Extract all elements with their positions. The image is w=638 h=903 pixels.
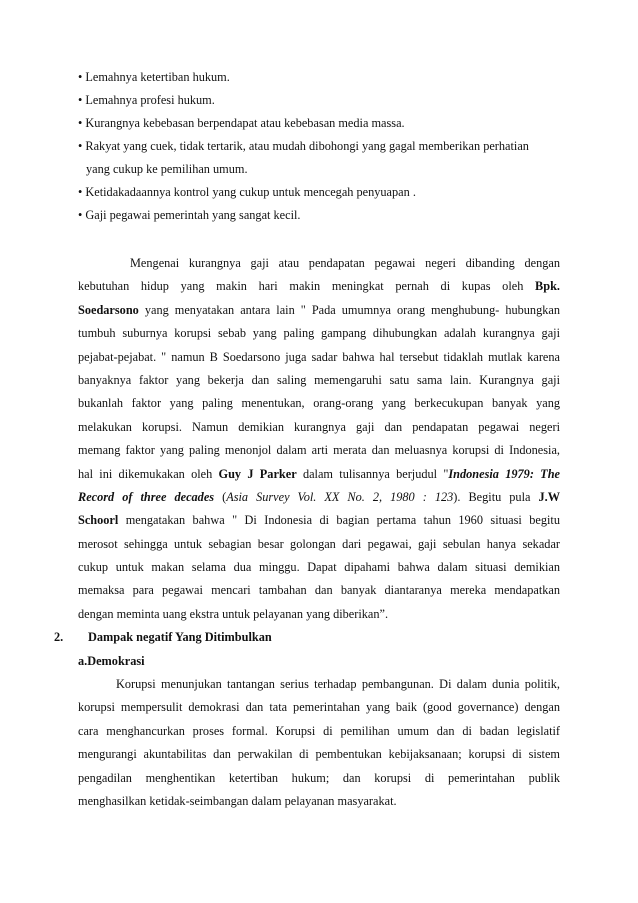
bullet-item: • Lemahnya ketertiban hukum. bbox=[78, 70, 230, 84]
paragraph-line: banyaknya faktor yang bekerja dan saling memengaruhi satu sama lain. Kurangnya gaji bbox=[78, 372, 560, 387]
section-number: 2. bbox=[54, 630, 64, 644]
author-name-bold: Guy J Parker bbox=[218, 466, 297, 481]
paragraph-line bbox=[78, 275, 560, 298]
paragraph-democracy bbox=[78, 673, 560, 813]
author-name-bold: J.W bbox=[538, 489, 561, 504]
paragraph-line: Korupsi menunjukan tantangan serius terhadap pembangunan. Di dalam dunia politik, bbox=[116, 677, 560, 691]
paragraph-line: melakukan korupsi. Namun demikian kurangnya gaji dan pendapatan pegawai negeri bbox=[78, 419, 560, 434]
article-title: Record of three decades bbox=[78, 489, 215, 504]
paragraph-salary bbox=[78, 252, 560, 626]
bullet-item-continuation: yang cukup ke pemilihan umum. bbox=[86, 162, 248, 176]
line-text: ). Begitu pula bbox=[453, 489, 539, 504]
paragraph-line: dengan meminta uang ekstra untuk pelayanan yang diberikan”. bbox=[78, 606, 389, 621]
line-text: mengatakan bahwa " Di Indonesia di bagian pertama tahun 1960 situasi begitu bbox=[118, 513, 560, 528]
paragraph-line: mengurangi akuntabilitas dan perwakilan di pembentukan kebijaksanaan; korupsi di sistem bbox=[78, 747, 560, 762]
citation-source: Asia Survey Vol. XX No. 2, 1980 : 123 bbox=[226, 489, 454, 504]
paragraph-line bbox=[78, 509, 560, 532]
article-title: Indonesia 1979: The bbox=[448, 466, 560, 481]
paragraph-line: tumbuh suburnya korupsi sebab yang paling gampang dihubungkan adalah kurangnya gaji bbox=[78, 326, 560, 341]
paragraph-line: bukanlah faktor yang paling menentukan, orang-orang yang berkecukupan banyak yang bbox=[78, 396, 560, 411]
paragraph-line: memang faktor yang paling menonjol dalam arti merata dan meluasnya korupsi di Indonesia, bbox=[78, 443, 560, 458]
line-text: ( bbox=[214, 489, 227, 504]
paragraph-line bbox=[78, 486, 560, 509]
bullet-item: • Lemahnya profesi hukum. bbox=[78, 93, 215, 107]
paragraph-line bbox=[78, 299, 560, 322]
paragraph-line: merosot sehingga untuk sebagian besar golongan dari pegawai, gaji sebulan hanya sekadar bbox=[78, 536, 560, 551]
bullet-item: • Gaji pegawai pemerintah yang sangat kecil. bbox=[78, 208, 301, 222]
section-heading bbox=[54, 626, 272, 649]
bullet-item: • Rakyat yang cuek, tidak tertarik, atau mudah dibohongi yang gagal memberikan perhatian bbox=[78, 139, 529, 153]
paragraph-line bbox=[78, 463, 560, 486]
line-text: hal ini dikemukakan oleh bbox=[78, 466, 219, 481]
author-name-bold: Soedarsono bbox=[78, 302, 139, 317]
paragraph-line: pejabat-pejabat. " namun B Soedarsono juga sadar bahwa hal tersebut tidaklah mutlak karena bbox=[78, 349, 560, 364]
paragraph-line: memaksa para pegawai mencari tambahan dan banyak diantaranya mereka mendapatkan bbox=[78, 583, 560, 598]
paragraph-line: Mengenai kurangnya gaji atau pendapatan pegawai negeri dibanding dengan bbox=[130, 256, 560, 270]
section-title: Dampak negatif Yang Ditimbulkan bbox=[88, 630, 272, 644]
paragraph-line: korupsi mempersulit demokrasi dan tata pemerintahan yang baik (good governance) dengan bbox=[78, 700, 560, 715]
bullet-item: • Ketidakadaannya kontrol yang cukup untuk mencegah penyuapan . bbox=[78, 185, 416, 199]
paragraph-line: menghasilkan ketidak-seimbangan dalam pelayanan masyarakat. bbox=[78, 793, 397, 808]
subsection-heading: a.Demokrasi bbox=[78, 654, 145, 668]
line-text: dalam tulisannya berjudul " bbox=[296, 466, 449, 481]
paragraph-line: cukup untuk makan selama dua minggu. Dapat dipahami bahwa dalam situasi demikian bbox=[78, 560, 560, 575]
paragraph-line: cara menghancurkan proses formal. Korupsi di pemilihan umum dan di badan legislatif bbox=[78, 723, 560, 738]
line-text: kebutuhan hidup yang makin hari makin meningkat pernah di kupas oleh bbox=[78, 279, 536, 294]
bullet-item: • Kurangnya kebebasan berpendapat atau kebebasan media massa. bbox=[78, 116, 405, 130]
cause-bullet-list bbox=[78, 66, 578, 227]
paragraph-line: pengadilan menghentikan ketertiban hukum; dan korupsi di pemerintahan publik bbox=[78, 770, 560, 785]
author-name-bold: Schoorl bbox=[78, 513, 119, 528]
author-name-bold: Bpk. bbox=[535, 279, 560, 294]
line-text: yang menyatakan antara lain " Pada umumnya orang menghubung- hubungkan bbox=[138, 302, 560, 317]
